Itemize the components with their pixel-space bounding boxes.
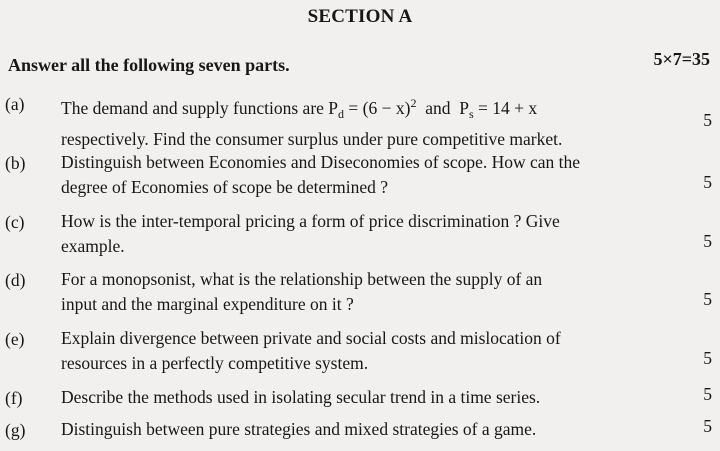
question-line: Distinguish between Economies and Diseconomies of scope. How can the (61, 152, 581, 172)
question-line: For a monopsonist, what is the relationship between the supply of an (61, 269, 543, 289)
total-marks: 5×7=35 (653, 49, 710, 69)
instruction-text: Answer all the following seven parts. (8, 55, 290, 75)
subscript: d (338, 107, 345, 121)
question-line: input and the marginal expenditure on it ? (61, 294, 354, 314)
question-label: (e) (5, 329, 25, 349)
question-line: How is the inter-temporal pricing a form of price discrimination ? Give (61, 211, 560, 231)
question-label: (c) (5, 212, 25, 232)
demand-function (328, 96, 417, 121)
question-label: (f) (5, 388, 23, 408)
question-line: example. (61, 236, 125, 256)
question-line (61, 91, 683, 127)
text-run: and (416, 98, 460, 118)
question-line: respectively. Find the consumer surplus under pure competitive market. (61, 129, 563, 149)
text-run: P (459, 98, 469, 118)
question-marks: 5 (703, 231, 712, 251)
question-line: degree of Economies of scope be determined ? (61, 177, 389, 197)
question-label: (a) (5, 94, 25, 114)
supply-function (459, 98, 538, 121)
text-run: P (328, 98, 339, 118)
subscript: s (468, 107, 474, 121)
question-marks: 5 (703, 416, 712, 436)
text-run: = 14 + x (473, 98, 538, 118)
text-run: = (6 − x) (344, 98, 411, 118)
question-label: (b) (5, 153, 26, 173)
question-line: Distinguish between pure strategies and mixed strategies of a game. (61, 419, 537, 439)
question-text (61, 417, 683, 442)
question-line: Explain divergence between private and social costs and mislocation of (61, 328, 561, 348)
question-line: Describe the methods used in isolating secular trend in a time series. (61, 387, 541, 407)
question-text (61, 91, 683, 152)
question-marks: 5 (703, 384, 712, 404)
question-text (61, 150, 683, 200)
question-marks: 5 (703, 289, 712, 309)
question-marks: 5 (703, 172, 712, 192)
question-marks: 5 (703, 110, 712, 130)
question-label: (d) (5, 270, 26, 290)
superscript: 2 (410, 96, 417, 110)
question-text (61, 385, 683, 410)
question-text (61, 267, 683, 317)
question-text (61, 326, 683, 376)
question-line: resources in a perfectly competitive system. (61, 353, 369, 373)
question-label: (g) (5, 420, 26, 440)
question-text (61, 209, 683, 259)
section-title: SECTION A (307, 6, 413, 27)
question-marks: 5 (703, 348, 712, 368)
text-run: The demand and supply functions are (61, 98, 329, 118)
